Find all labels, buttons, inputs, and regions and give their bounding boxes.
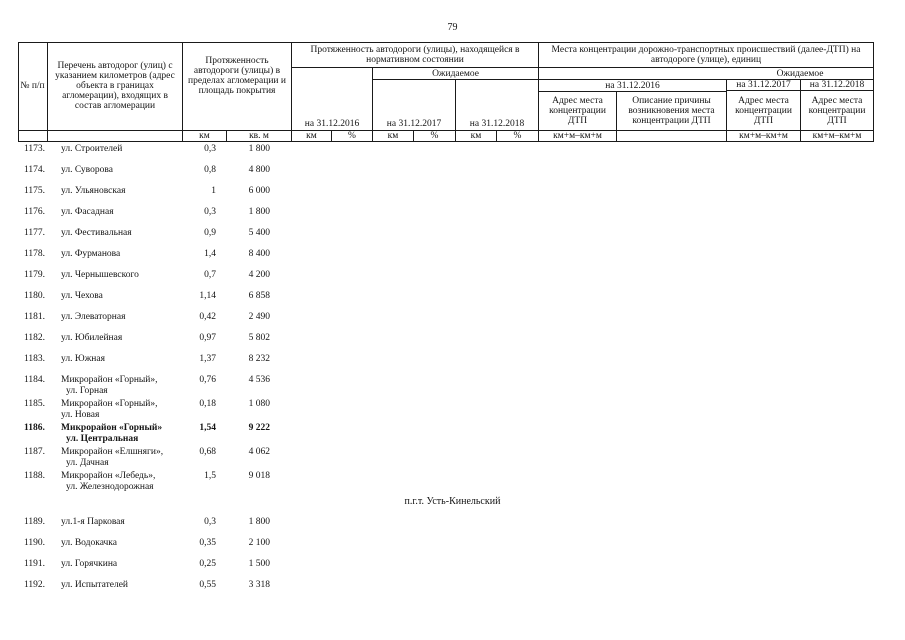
header-number: № п/п (20, 81, 45, 91)
road-area-sqm: 2 100 (248, 538, 270, 548)
road-length-km: 1,14 (199, 291, 216, 301)
road-name: ул. Чехова (61, 291, 103, 301)
road-name: ул. Водокачка (61, 538, 117, 548)
header-norm-group: Протяженность автодороги (улицы), находящейся в нормативном состоянии (310, 44, 520, 65)
row-number: 1184. (24, 375, 46, 385)
row-number: 1181. (24, 312, 46, 322)
road-length-km: 0,35 (199, 538, 216, 548)
road-name: Микрорайон «Лебедь», (61, 471, 156, 481)
road-name-line2: ул. Новая (61, 410, 100, 420)
table-row (0, 471, 905, 495)
road-name: ул. Суворова (61, 165, 113, 175)
road-area-sqm: 6 000 (248, 186, 270, 196)
row-number: 1183. (24, 354, 46, 364)
road-name-line2: ул. Железнодорожная (66, 482, 154, 492)
road-name: ул. Фурманова (61, 249, 121, 259)
road-name-line2: ул. Центральная (66, 434, 139, 444)
road-length-km: 1,4 (204, 249, 216, 259)
road-length-km: 0,18 (199, 399, 216, 409)
table-row (0, 228, 905, 244)
road-name-line2: ул. Дачная (66, 458, 109, 468)
page-number: 79 (447, 22, 458, 33)
road-name: ул. Южная (61, 354, 105, 364)
road-length-km: 0,42 (199, 312, 216, 322)
road-name: ул. Испытателей (61, 580, 129, 590)
road-area-sqm: 5 802 (248, 333, 270, 343)
table-row (0, 447, 905, 471)
road-area-sqm: 2 490 (248, 312, 270, 322)
table-row (0, 186, 905, 202)
road-area-sqm: 1 800 (248, 207, 270, 217)
row-number: 1186. (24, 423, 45, 433)
row-number: 1178. (24, 249, 46, 259)
row-number: 1189. (24, 517, 46, 527)
table-row (0, 144, 905, 160)
road-area-sqm: 4 200 (248, 270, 270, 280)
road-name: Микрорайон «Горный», (61, 375, 158, 385)
row-number: 1192. (24, 580, 46, 590)
header-road-length: Протяженность автодороги (улицы) в пределах агломерации и площадь покрытия (188, 56, 286, 96)
row-number: 1187. (24, 447, 46, 457)
road-length-km: 0,76 (199, 375, 216, 385)
table-row (0, 291, 905, 307)
unit-sqm: кв. м (249, 131, 269, 141)
road-name: ул. Чернышевского (61, 270, 139, 280)
road-area-sqm: 8 232 (248, 354, 270, 364)
table-row (0, 165, 905, 181)
road-name: Микрорайон «Горный» (61, 423, 163, 433)
header-dtp-address-2018: Адрес места концентрации ДТП (808, 95, 866, 126)
unit-km-2016: км (306, 131, 317, 141)
header-road-list: Перечень автодорог (улиц) с указанием километров (адрес объекта в границах агломерации), входящих в состав агломерации (55, 61, 175, 111)
road-area-sqm: 4 062 (248, 447, 270, 457)
road-length-km: 1,37 (199, 354, 216, 364)
road-length-km: 0,68 (199, 447, 216, 457)
road-name: ул. Элеваторная (61, 312, 126, 322)
unit-km-range-2017: км+м–км+м (739, 131, 788, 141)
row-number: 1176. (24, 207, 46, 217)
header-expected-dtp: Ожидаемое (776, 68, 824, 79)
road-length-km: 0,8 (204, 165, 216, 175)
unit-km: км (199, 131, 210, 141)
road-name: ул. Горячкина (61, 559, 118, 569)
road-area-sqm: 8 400 (248, 249, 270, 259)
road-name: ул. Строителей (61, 144, 123, 154)
road-area-sqm: 3 318 (248, 580, 270, 590)
unit-pct-2018: % (513, 131, 522, 141)
table-row (0, 423, 905, 447)
road-length-km: 0,55 (199, 580, 216, 590)
vline-1 (47, 42, 48, 142)
road-length-km: 0,97 (199, 333, 216, 343)
road-area-sqm: 4 536 (248, 375, 270, 385)
header-dtp-address-2016: Адрес места концентрации ДТП (549, 96, 606, 126)
table-row (0, 249, 905, 265)
road-name: ул. Ульяновская (61, 186, 126, 196)
header-dtp-date-2017: на 31.12.2017 (736, 80, 791, 90)
road-area-sqm: 5 400 (248, 228, 270, 238)
table-row (0, 559, 905, 575)
unit-km-2018: км (470, 131, 482, 141)
table-row (0, 270, 905, 286)
header-expected-norm: Ожидаемое (432, 68, 479, 79)
row-number: 1191. (24, 559, 46, 569)
row-number: 1180. (24, 291, 46, 301)
road-name: ул. Юбилейная (61, 333, 123, 343)
road-area-sqm: 1 800 (248, 517, 270, 527)
road-area-sqm: 1 800 (248, 144, 270, 154)
road-name: Микрорайон «Горный», (61, 399, 158, 409)
vline-2 (182, 42, 183, 142)
road-length-km: 1,54 (199, 423, 216, 433)
road-length-km: 0,3 (204, 144, 216, 154)
road-length-km: 0,9 (204, 228, 216, 238)
unit-km-range-2016: км+м–км+м (553, 131, 602, 141)
unit-km-range-2018: км+м–км+м (812, 131, 862, 141)
road-area-sqm: 1 080 (248, 399, 270, 409)
road-area-sqm: 9 018 (248, 471, 270, 481)
road-length-km: 1 (211, 186, 216, 196)
section-title: п.г.т. Усть-Кинельский (404, 496, 501, 507)
row-number: 1175. (24, 186, 46, 196)
table-row (0, 354, 905, 370)
unit-pct-2017: % (430, 131, 439, 141)
road-name: Микрорайон «Елшняги», (61, 447, 164, 457)
road-length-km: 0,7 (204, 270, 216, 280)
table-row (0, 207, 905, 223)
table-row (0, 399, 905, 423)
road-length-km: 1,5 (204, 471, 216, 481)
row-number: 1185. (24, 399, 46, 409)
row-number: 1182. (24, 333, 46, 343)
road-length-km: 0,3 (204, 517, 216, 527)
table-row (0, 375, 905, 399)
table-row (0, 333, 905, 349)
table-row (0, 312, 905, 328)
header-dtp-date-2018: на 31.12.2018 (809, 80, 865, 90)
road-area-sqm: 9 222 (248, 423, 270, 433)
header-dtp-date-2016: на 31.12.2016 (605, 80, 660, 91)
table-row (0, 517, 905, 533)
header-dtp-group: Места концентрации дорожно-транспортных происшествий (далее-ДТП) на автодороге (улице), единиц (551, 44, 861, 65)
row-number: 1188. (24, 471, 46, 481)
header-date-2017: на 31.12.2017 (386, 119, 442, 129)
road-area-sqm: 1 500 (248, 559, 270, 569)
header-date-2016: на 31.12.2016 (304, 119, 360, 129)
row-number: 1174. (24, 165, 46, 175)
row-number: 1173. (24, 144, 46, 154)
header-bottom-line (18, 141, 874, 142)
table-row (0, 538, 905, 554)
header-dtp-address-2017: Адрес места концентрации ДТП (735, 95, 792, 126)
road-name: ул.1-я Парковая (61, 517, 125, 527)
unit-km-2017: км (387, 131, 399, 141)
row-number: 1177. (24, 228, 46, 238)
header-date-2018: на 31.12.2018 (469, 119, 525, 129)
unit-pct-2016: % (348, 131, 356, 141)
row-number: 1179. (24, 270, 46, 280)
road-length-km: 0,25 (199, 559, 216, 569)
header-dtp-reason: Описание причины возникновения места концентрации ДТП (628, 96, 715, 126)
table-row (0, 580, 905, 596)
road-area-sqm: 6 858 (248, 291, 270, 301)
road-length-km: 0,3 (204, 207, 216, 217)
row-number: 1190. (24, 538, 46, 548)
road-name: ул. Фасадная (61, 207, 114, 217)
road-area-sqm: 4 800 (248, 165, 270, 175)
table-header (18, 42, 874, 142)
road-name-line2: ул. Горная (66, 386, 108, 396)
vline-11 (873, 42, 874, 142)
road-name: ул. Фестивальная (61, 228, 132, 238)
